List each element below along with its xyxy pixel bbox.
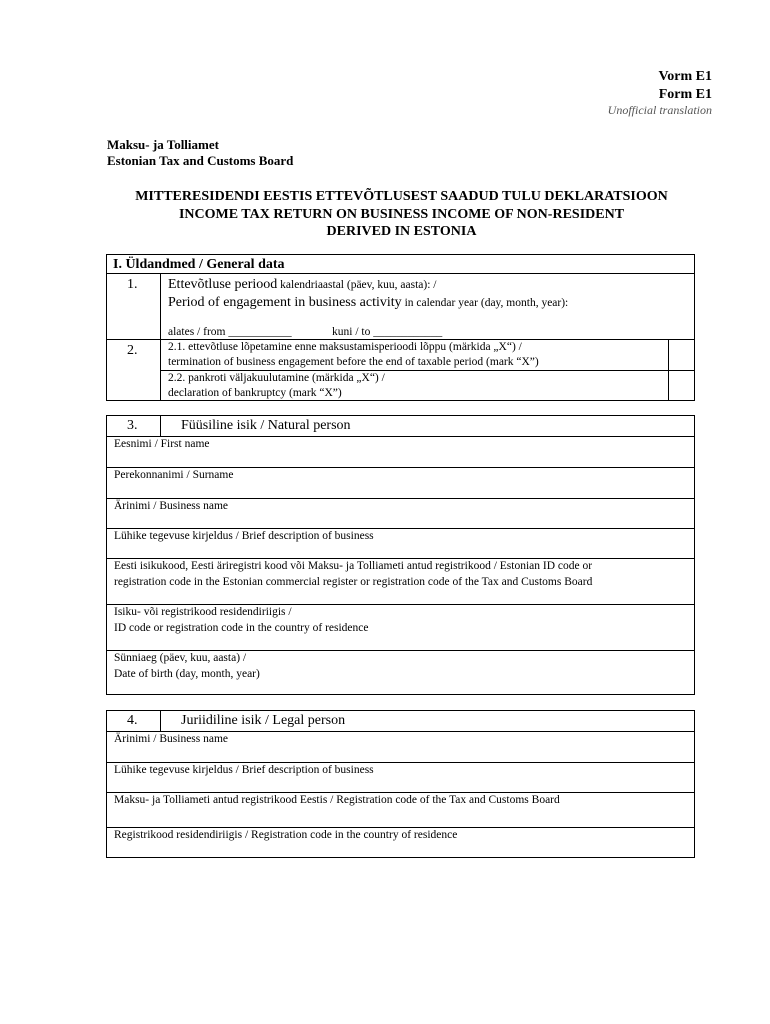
divider (160, 711, 161, 731)
form-number-en: Form E1 (658, 87, 712, 102)
estonian-id-code-field-en: registration code in the Estonian commercial register or registration code of the Tax and Customs Board (114, 576, 593, 588)
row-number-1: 1. (127, 277, 138, 292)
authority-name-et: Maksu- ja Tolliamet (107, 137, 219, 152)
form-title-line-2: INCOME TAX RETURN ON BUSINESS INCOME OF NON-RESIDENT (178, 207, 625, 222)
legal-person-heading: Juriidiline isik / Legal person (181, 713, 346, 728)
divider (160, 273, 161, 401)
business-name-field[interactable]: Ärinimi / Business name (114, 500, 229, 512)
termination-label-en: termination of business engagement before the end of taxable period (mark “X”) (168, 356, 539, 368)
form-number-et: Vorm E1 (658, 69, 712, 84)
period-label-en: Period of engagement in business activity in calendar year (day, month, year): (168, 295, 569, 310)
natural-person-section (106, 415, 695, 695)
period-from-field[interactable]: alates / from ___________ (168, 326, 292, 338)
estonian-registration-code-field[interactable]: Maksu- ja Tolliameti antud registrikood Eestis / Registration code of the Tax and Customs Board (114, 794, 560, 806)
general-data-heading: I. Üldandmed / General data (113, 257, 285, 272)
divider (160, 416, 161, 436)
business-description-field[interactable]: Lühike tegevuse kirjeldus / Brief description of business (114, 530, 374, 542)
form-title-line-1: MITTERESIDENDI EESTIS ETTEVÕTLUSEST SAADUD TULU DEKLARATSIOON (135, 189, 668, 204)
general-data-section (106, 254, 695, 401)
birth-date-field[interactable]: Sünniaeg (päev, kuu, aasta) / (114, 652, 247, 664)
legal-business-name-field[interactable]: Ärinimi / Business name (114, 733, 229, 745)
birth-date-field-en: Date of birth (day, month, year) (114, 668, 260, 680)
period-label-et: Ettevõtluse periood kalendriaastal (päev, kuu, aasta): / (168, 277, 437, 292)
bankruptcy-label-et: 2.2. pankroti väljakuulutamine (märkida „X“) / (168, 372, 385, 384)
estonian-id-code-field[interactable]: Eesti isikukood, Eesti äriregistri kood või Maksu- ja Tolliameti antud registrikood / Estonian ID code or (114, 560, 593, 572)
legal-person-section (106, 710, 695, 858)
authority-name-en: Estonian Tax and Customs Board (107, 153, 294, 168)
translation-note: Unofficial translation (607, 103, 712, 117)
legal-business-description-field[interactable]: Lühike tegevuse kirjeldus / Brief description of business (114, 764, 374, 776)
residence-registration-code-field[interactable]: Registrikood residendiriigis / Registration code in the country of residence (114, 829, 458, 841)
form-title-line-3: DERIVED IN ESTONIA (326, 224, 477, 239)
surname-field[interactable]: Perekonnanimi / Surname (114, 469, 234, 481)
natural-person-heading: Füüsiline isik / Natural person (181, 418, 351, 433)
bankruptcy-mark-box[interactable] (669, 371, 695, 401)
residence-id-code-field[interactable]: Isiku- või registrikood residendiriigis / (114, 606, 292, 618)
section-number-3: 3. (127, 418, 138, 433)
row-number-2: 2. (127, 343, 138, 358)
termination-label-et: 2.1. ettevõtluse lõpetamine enne maksustamisperioodi lõppu (märkida „X“) / (168, 341, 522, 353)
bankruptcy-label-en: declaration of bankruptcy (mark “X”) (168, 387, 342, 399)
first-name-field[interactable]: Eesnimi / First name (114, 438, 210, 450)
divider (107, 273, 694, 274)
period-to-field[interactable]: kuni / to ____________ (332, 326, 443, 338)
termination-mark-box[interactable] (669, 340, 695, 370)
residence-id-code-field-en: ID code or registration code in the country of residence (114, 622, 369, 634)
section-number-4: 4. (127, 713, 138, 728)
